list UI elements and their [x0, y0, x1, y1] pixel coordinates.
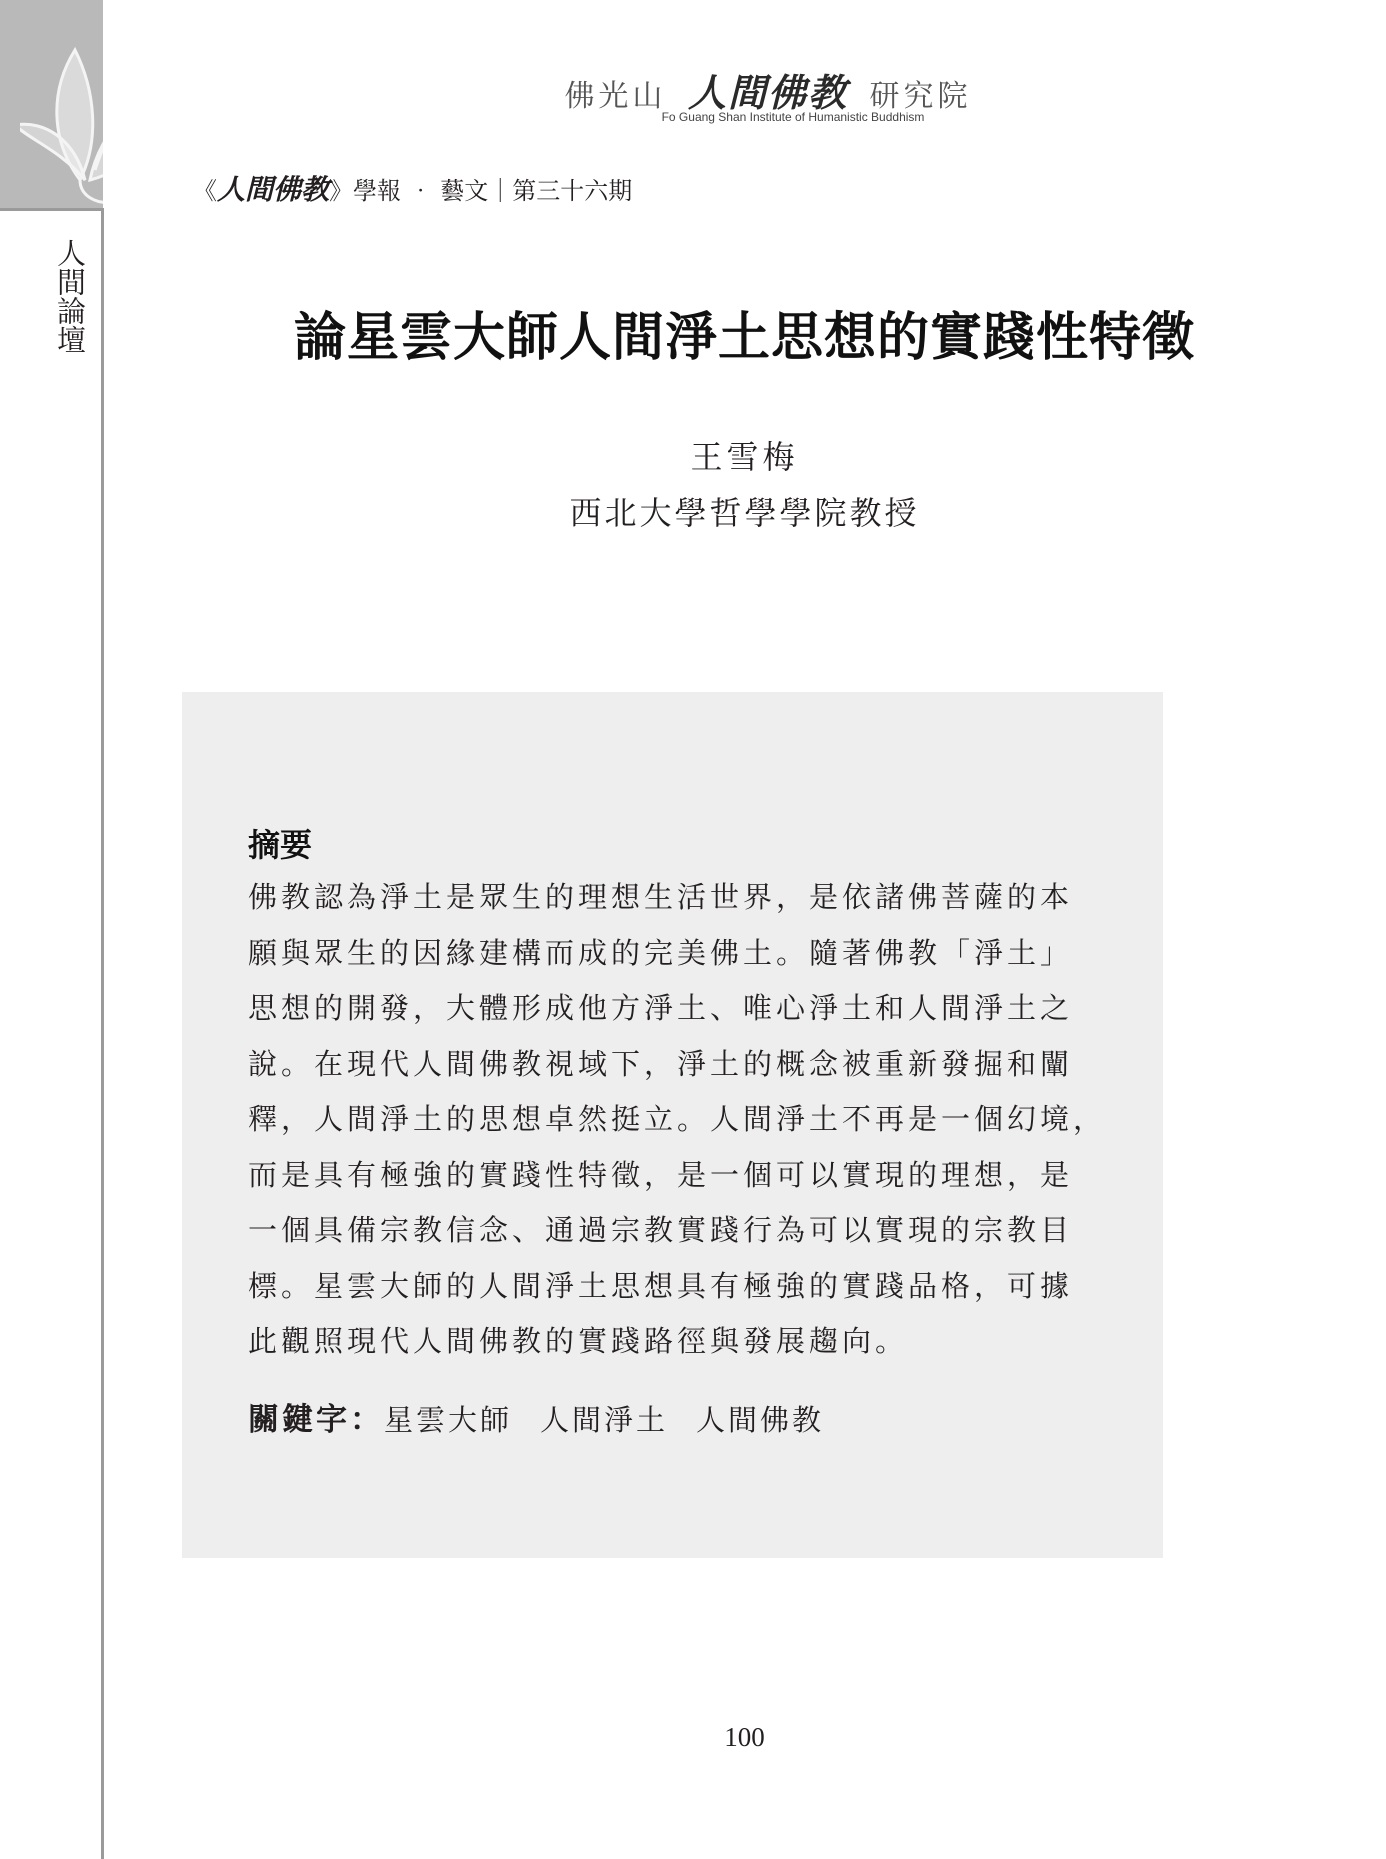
institute-suffix: 研究院	[869, 79, 972, 114]
journal-issue: 》學報 ‧ 藝文｜第三十六期	[329, 177, 633, 205]
author-affiliation: 西北大學哲學學院教授	[569, 494, 920, 532]
abstract-line: 一個具備宗教信念、通過宗教實踐行為可以實現的宗教目	[248, 1213, 1074, 1247]
page-number: 100	[724, 1722, 765, 1752]
abstract-body	[248, 870, 1107, 1370]
section-label: 人間論壇	[53, 238, 87, 354]
institute-brush-logo: 人間佛教	[687, 70, 848, 115]
abstract-line: 思想的開發，大體形成他方淨土、唯心淨土和人間淨土之	[248, 991, 1074, 1025]
institute-header	[0, 62, 1386, 117]
keyword: 人間淨土	[540, 1403, 669, 1437]
abstract-line: 釋，人間淨土的思想卓然挺立。人間淨土不再是一個幻境，	[248, 1102, 1107, 1136]
keyword: 星雲大師	[384, 1403, 513, 1437]
article-title: 論星雲大師人間淨土思想的實踐性特徵	[293, 307, 1195, 368]
abstract-line: 此觀照現代人間佛教的實踐路徑與發展趨向。	[248, 1324, 909, 1358]
article-author: 王雪梅	[690, 438, 799, 476]
journal-open-bracket: 《	[193, 177, 217, 205]
margin-rule-horizontal	[0, 208, 103, 211]
abstract-box	[182, 692, 1163, 1558]
abstract-line: 標。星雲大師的人間淨土思想具有極強的實踐品格，可據	[248, 1268, 1074, 1303]
journal-line	[193, 168, 632, 208]
institute-english-name: Fo Guang Shan Institute of Humanistic Buddhism	[661, 110, 925, 124]
abstract-line: 說。在現代人間佛教視域下，淨土的概念被重新發掘和闡	[248, 1046, 1074, 1081]
keywords	[248, 1394, 852, 1439]
keywords-label: 關鍵字：	[248, 1402, 384, 1438]
abstract-heading: 摘要	[248, 826, 313, 864]
keyword: 人間佛教	[696, 1403, 825, 1437]
journal-brush-logo: 人間佛教	[217, 173, 330, 206]
abstract-line: 願與眾生的因緣建構而成的完美佛土。隨著佛教「淨土」	[248, 935, 1074, 970]
abstract-line: 而是具有極強的實踐性特徵，是一個可以實現的理想，是	[248, 1157, 1074, 1192]
institute-prefix: 佛光山	[564, 79, 667, 114]
abstract-line: 佛教認為淨土是眾生的理想生活世界，是依諸佛菩薩的本	[248, 880, 1074, 914]
